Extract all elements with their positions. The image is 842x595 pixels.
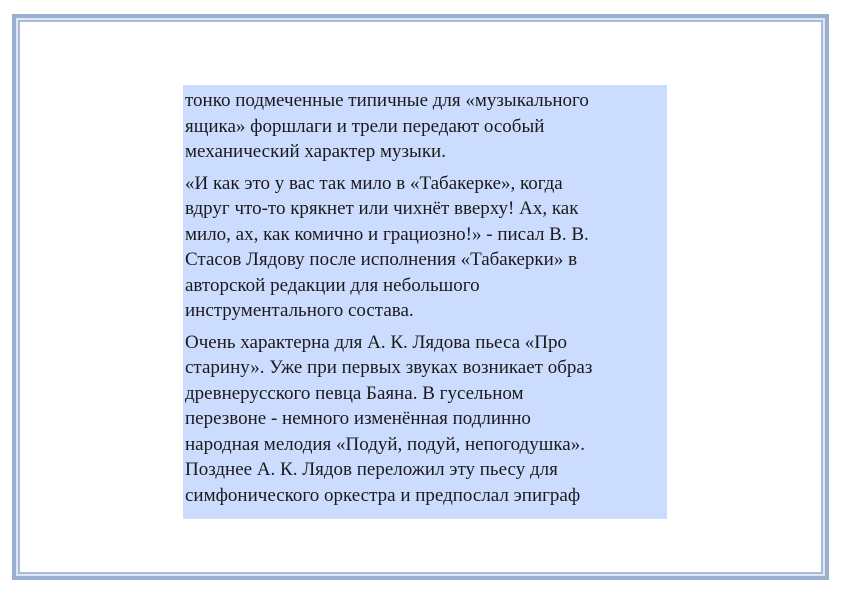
text-line: перезвоне - немного изменённая подлинно <box>185 408 531 429</box>
text-line: симфонического оркестра и предпослал эпиграф <box>185 484 581 506</box>
text-line: старину». Уже при первых звуках возникает образ <box>185 357 593 378</box>
text-line: народная мелодия «Подуй, подуй, непогодушка». <box>185 433 585 455</box>
paragraph-2 <box>185 171 667 324</box>
text-line: ящика» форшлаги и трели передают особый <box>185 115 545 137</box>
text-line: Стасов Лядову после исполнения «Табакерки» в <box>185 249 578 270</box>
text-line: механический характер музыки. <box>185 141 446 162</box>
paragraph-1 <box>185 88 667 165</box>
text-block <box>183 85 667 519</box>
text-line: вдруг что-то крякнет или чихнёт вверху! Ах, как <box>185 198 579 219</box>
text-line: древнерусского певца Баяна. В гусельном <box>185 382 524 404</box>
text-line: Очень характерна для А. К. Лядова пьеса «Про <box>185 331 568 353</box>
text-line: инструментального состава. <box>185 300 414 321</box>
text-line: «И как это у вас так мило в «Табакерке», когда <box>185 172 563 194</box>
text-line: мило, ах, как комично и грациозно!» - писал В. В. <box>185 223 589 245</box>
text-line: тонко подмеченные типичные для «музыкального <box>185 90 589 111</box>
paragraph-3 <box>185 330 667 509</box>
text-line: Позднее А. К. Лядов переложил эту пьесу для <box>185 459 558 480</box>
text-line: авторской редакции для небольшого <box>185 274 480 296</box>
